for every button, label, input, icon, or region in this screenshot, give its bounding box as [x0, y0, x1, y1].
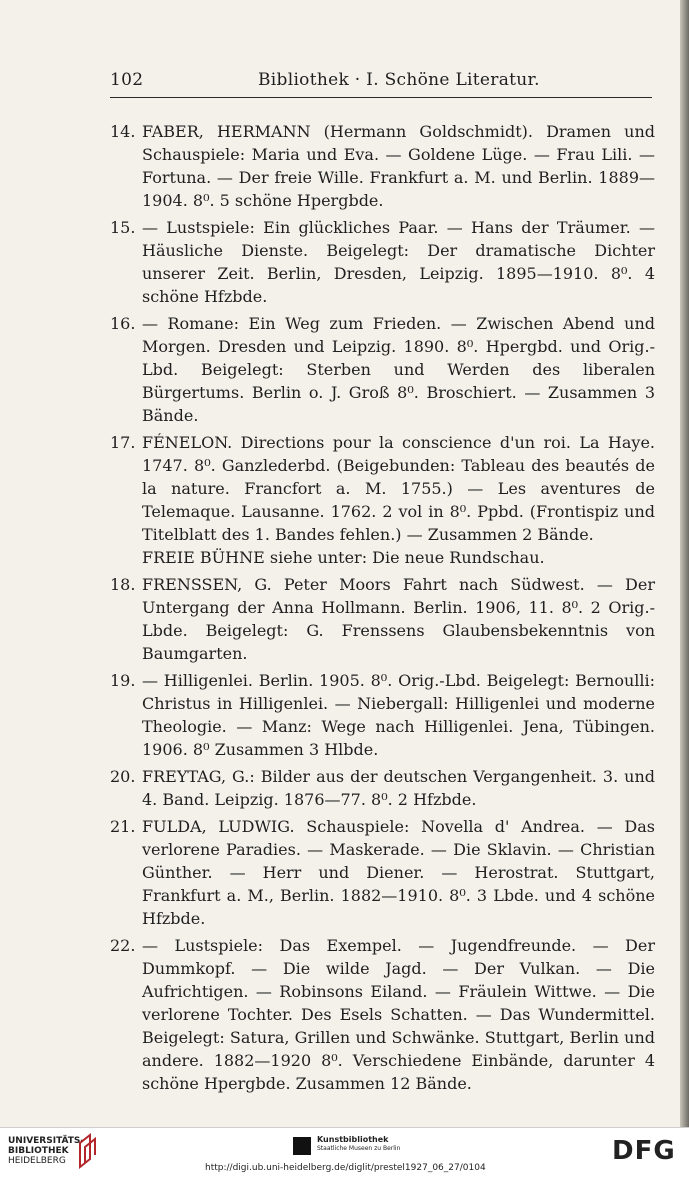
catalog-entry — [110, 216, 655, 308]
entry-text: FABER, HERMANN (Hermann Goldschmidt). Dramen und Schauspiele: Maria und Eva. — Goldene Lüge. — Frau Lili. — Fortuna. — Der freie Wille. Frankfurt a. M. und Berlin. 1889—1904. 8⁰. 5 schöne Hpergbde. — [142, 122, 655, 210]
cross-reference: FREIE BÜHNE siehe unter: Die neue Rundschau. — [142, 548, 545, 567]
catalog-entry — [110, 765, 655, 811]
entry-number: 22. — [110, 936, 136, 955]
entry-number: 19. — [110, 671, 136, 690]
catalog-entry — [110, 669, 655, 761]
dfg-logo[interactable]: DFG — [612, 1136, 676, 1166]
kb-name: Kunstbibliothek — [317, 1135, 389, 1144]
entry-text: FÉNELON. Directions pour la conscience d'un roi. La Haye. 1747. 8⁰. Ganzlederbd. (Beigebunden: Tableau des beautés de la nature. Francfort a. M. 1755.) — Les aventures de Telemaque. Lausanne. 1762. 2 vol in 8⁰. Ppbd. (Frontispiz und Titelblatt des 1. Bandes fehlen.) — Zusammen 2 Bände. — [142, 433, 655, 544]
entry-text: — Lustspiele: Das Exempel. — Jugendfreunde. — Der Dummkopf. — Die wilde Jagd. — Der Vulkan. — Die Aufrichtigen. — Robinsons Eiland. — Fräulein Wittwe. — Die verlorene Tochter. Des Esels Schatten. — Das Wundermittel. Beigelegt: Satura, Grillen und Schwänke. Stuttgart, Berlin und andere. 1882—1920 8⁰. Verschiedene Einbände, darunter 4 schöne Hpergbde. Zusammen 12 Bände. — [142, 936, 655, 1093]
uni-name-line1: UNIVERSITÄTS- — [8, 1136, 85, 1146]
catalog-entry — [110, 312, 655, 427]
entry-number: 16. — [110, 314, 136, 333]
kunstbibliothek-mark-icon — [293, 1137, 311, 1155]
entry-number: 18. — [110, 575, 136, 594]
university-library-logo[interactable] — [8, 1136, 84, 1166]
library-emblem-icon — [76, 1133, 98, 1169]
entry-number: 17. — [110, 433, 136, 452]
entry-text: FRENSSEN, G. Peter Moors Fahrt nach Südwest. — Der Untergang der Anna Hollmann. Berlin. 1906, 11. 8⁰. 2 Orig.-Lbde. Beigelegt: G. Frenssens Glaubensbekenntnis von Baumgarten. — [142, 575, 655, 663]
uni-name-line3: HEIDELBERG — [8, 1156, 66, 1166]
entry-number: 15. — [110, 218, 136, 237]
running-title: Bibliothek · I. Schöne Literatur. — [258, 70, 540, 90]
entry-text: FREYTAG, G.: Bilder aus der deutschen Vergangenheit. 3. und 4. Band. Leipzig. 1876—77. 8⁰. 2 Hfzbde. — [142, 767, 655, 809]
catalog-entries — [110, 120, 655, 1099]
entry-text: — Lustspiele: Ein glückliches Paar. — Hans der Träumer. — Häusliche Dienste. Beigelegt: Der dramatische Dichter unserer Zeit. Berlin, Dresden, Leipzig. 1895—1910. 8⁰. 4 schöne Hfzbde. — [142, 218, 655, 306]
entry-text: — Romane: Ein Weg zum Frieden. — Zwischen Abend und Morgen. Dresden und Leipzig. 1890. 8⁰. Hpergbd. und Orig.-Lbd. Beigelegt: Sterben und Werden des liberalen Bürgertums. Berlin o. J. Groß 8⁰. Broschiert. — Zusammen 3 Bände. — [142, 314, 655, 425]
entry-number: 20. — [110, 767, 136, 786]
entry-text: — Hilligenlei. Berlin. 1905. 8⁰. Orig.-Lbd. Beigelegt: Bernoulli: Christus in Hilligenlei. — Niebergall: Hilligenlei und moderne Theologie. — Manz: Wege nach Hilligenlei. Jena, Tübingen. 1906. 8⁰ Zusammen 3 Hlbde. — [142, 671, 655, 759]
catalog-entry — [110, 431, 655, 546]
header-rule — [110, 97, 652, 98]
entry-number: 14. — [110, 122, 136, 141]
catalog-entry — [110, 934, 655, 1095]
kb-subtitle: Staatliche Museen zu Berlin — [317, 1145, 401, 1152]
running-header — [110, 70, 652, 96]
digitization-footer — [0, 1127, 689, 1177]
entry-text: FULDA, LUDWIG. Schauspiele: Novella d' Andrea. — Das verlorene Paradies. — Maskerade. — Die Sklavin. — Christian Günther. — Herr und Diener. — Herostrat. Stuttgart, Frankfurt a. M., Berlin. 1882—1910. 8⁰. 3 Lbde. und 4 schöne Hfzbde. — [142, 817, 655, 928]
catalog-entry — [110, 573, 655, 665]
catalog-entry — [110, 815, 655, 930]
page-number: 102 — [110, 70, 144, 90]
uni-name-line2: BIBLIOTHEK — [8, 1146, 69, 1156]
entry-number: 21. — [110, 817, 136, 836]
catalog-entry — [110, 120, 655, 212]
permalink-url[interactable]: http://digi.ub.uni-heidelberg.de/diglit/prestel1927_06_27/0104 — [205, 1163, 486, 1173]
book-edge-shadow — [680, 0, 689, 1127]
